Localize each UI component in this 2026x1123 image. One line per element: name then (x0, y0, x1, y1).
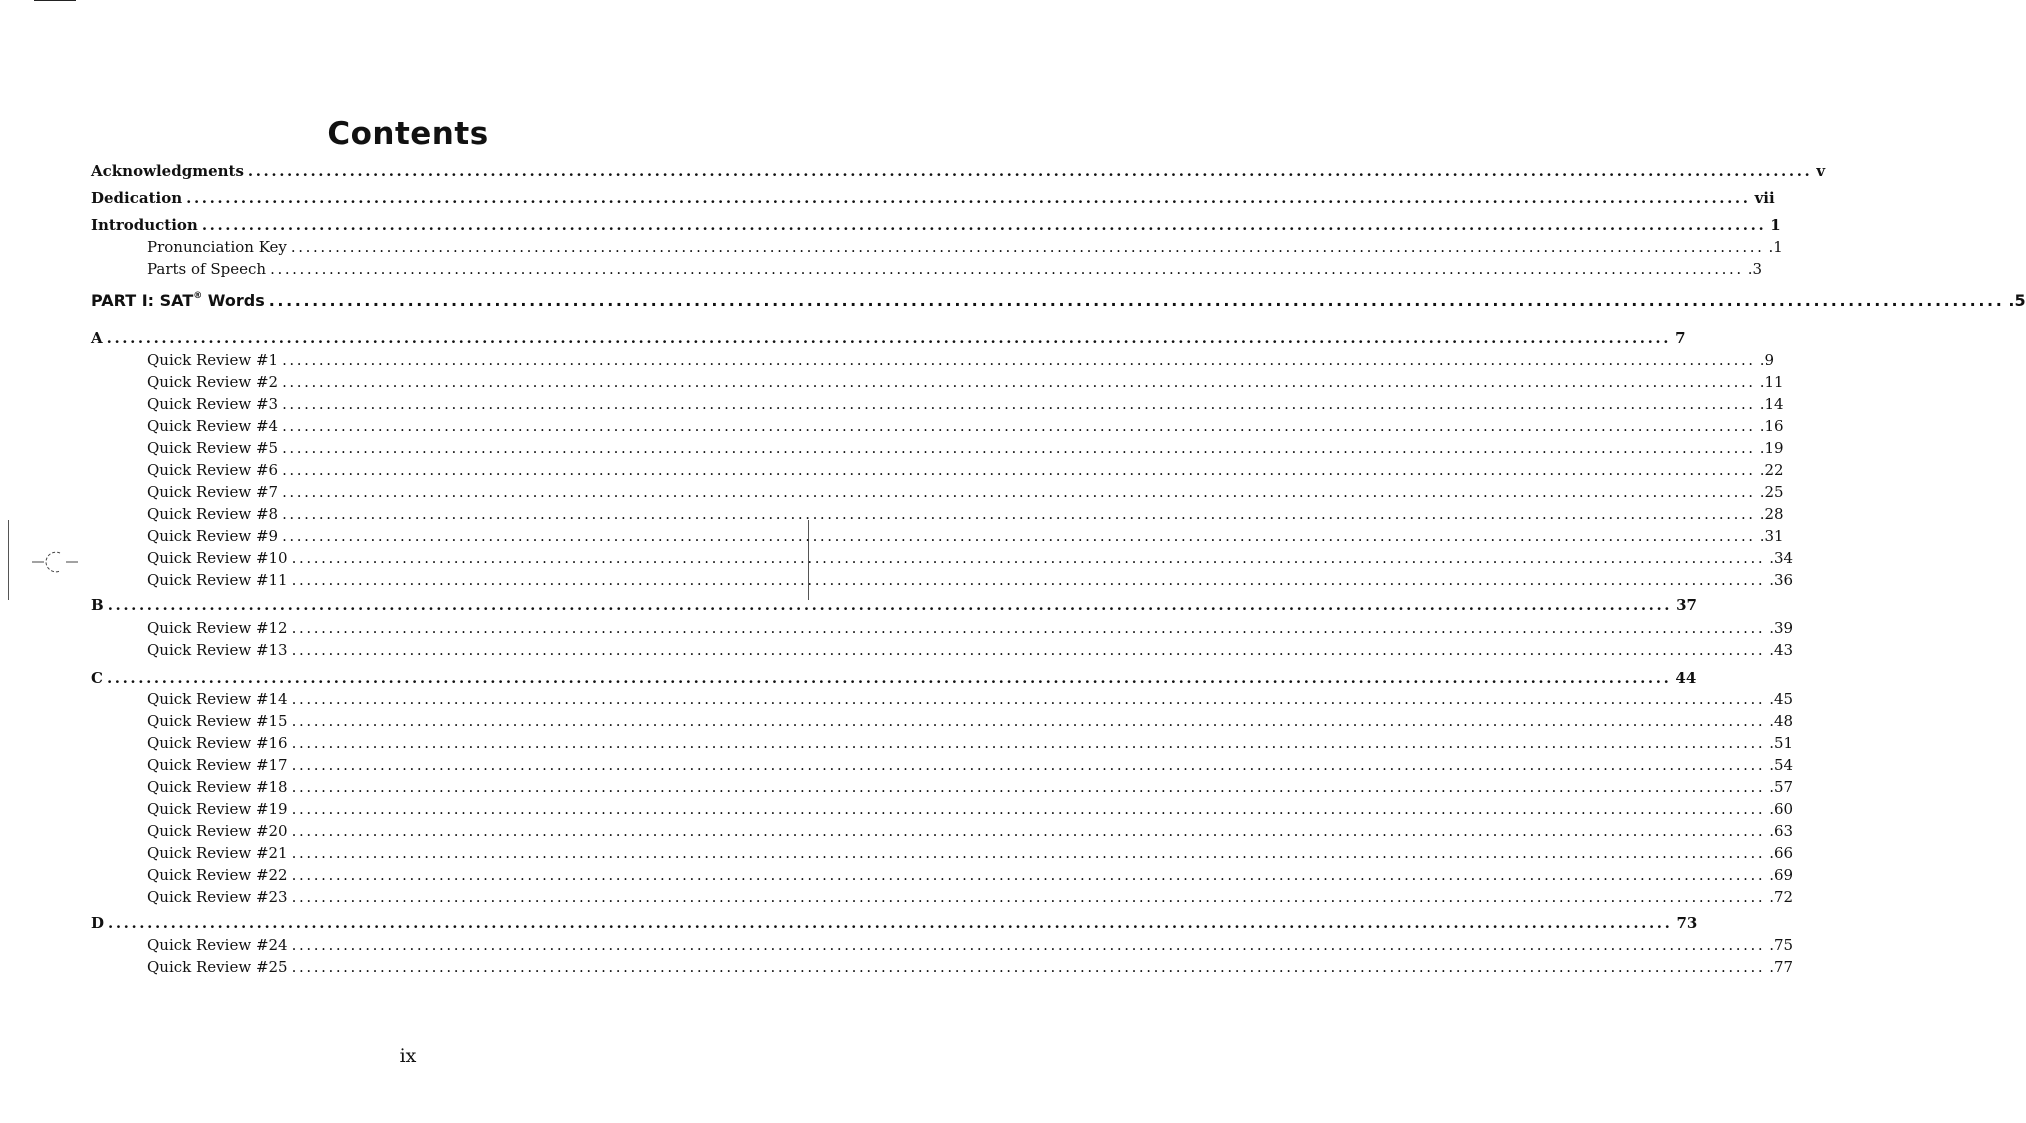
toc-page-number: .14 (1759, 395, 1784, 413)
toc-entry-label (147, 460, 278, 480)
toc-entry-label-text: Quick Review #9 (147, 527, 279, 545)
toc-entry-label-text: Quick Review #15 (147, 712, 288, 730)
dot-leader: ........................................................................................................................................................................................................ (270, 260, 1744, 278)
toc-subentry[interactable] (147, 350, 1774, 370)
toc-page-number: 73 (1676, 914, 1698, 932)
toc-entry-label (91, 328, 103, 348)
toc-page-number: .22 (1759, 461, 1784, 479)
toc-page-number: .36 (1769, 571, 1794, 589)
toc-entry-label-text: Quick Review #21 (147, 844, 288, 862)
toc-entry-label (147, 504, 278, 524)
toc-subentry[interactable] (147, 843, 1794, 863)
dot-leader: ........................................................................................................................................................................................................ (291, 844, 1766, 862)
registered-mark: ® (193, 291, 203, 301)
dot-leader: ........................................................................................................................................................................................................ (291, 936, 1766, 954)
dot-leader: ........................................................................................................................................................................................................ (247, 162, 1813, 180)
toc-entry-label-text: Pronunciation Key (147, 238, 287, 256)
toc-entry-label-text: Quick Review #12 (147, 619, 288, 637)
toc-entry-label-text: A (91, 329, 103, 347)
toc-entry-label (147, 777, 288, 797)
toc-subentry[interactable] (147, 799, 1794, 819)
toc-entry-label (147, 394, 278, 414)
toc-entry[interactable] (91, 215, 1781, 235)
dot-leader: ........................................................................................................................................................................................................ (291, 571, 1766, 589)
toc-subentry[interactable] (147, 372, 1784, 392)
toc-page-number: .69 (1769, 866, 1794, 884)
toc-entry-label-text: Introduction (91, 216, 198, 234)
dot-leader: ........................................................................................................................................................................................................ (291, 619, 1766, 637)
toc-entry-label (147, 482, 278, 502)
toc-subentry[interactable] (147, 526, 1784, 546)
toc-entry-label-text: Quick Review #16 (147, 734, 288, 752)
toc-entry-label-text: Quick Review #8 (147, 505, 279, 523)
toc-entry-label-text: PART I: SAT (91, 291, 194, 310)
toc-page-number: 44 (1675, 669, 1697, 687)
toc-entry-label-text: D (91, 914, 105, 932)
toc-entry-label (147, 799, 288, 819)
toc-entry-label-text: Quick Review #11 (147, 571, 288, 589)
toc-page-number: vii (1754, 189, 1775, 207)
toc-subentry[interactable] (147, 689, 1794, 709)
toc-entry-label-text: Quick Review #18 (147, 778, 288, 796)
toc-page-number: v (1816, 162, 1826, 180)
dot-leader: ........................................................................................................................................................................................................ (106, 669, 1672, 687)
toc-page-number: .43 (1769, 641, 1794, 659)
toc-page-number: .75 (1769, 936, 1794, 954)
toc-entry[interactable] (91, 161, 1826, 181)
toc-subentry[interactable] (147, 618, 1794, 638)
toc-subentry[interactable] (147, 821, 1794, 841)
toc-entry-label-text: C (91, 669, 103, 687)
dot-leader: ........................................................................................................................................................................................................ (291, 641, 1766, 659)
toc-entry-label (147, 548, 288, 568)
dot-leader: ........................................................................................................................................................................................................ (290, 238, 1765, 256)
toc-entry-label (147, 755, 288, 775)
dot-leader: ........................................................................................................................................................................................................ (282, 417, 1756, 435)
dot-leader: ........................................................................................................................................................................................................ (282, 439, 1756, 457)
toc-page-number: .48 (1769, 712, 1794, 730)
dot-leader: ........................................................................................................................................................................................................ (291, 958, 1766, 976)
dot-leader: ........................................................................................................................................................................................................ (106, 329, 1672, 347)
toc-entry-label (147, 733, 288, 753)
toc-page-number: .51 (1769, 734, 1794, 752)
toc-entry[interactable] (91, 328, 1686, 348)
toc-subentry[interactable] (147, 504, 1784, 524)
toc-page-number: .57 (1769, 778, 1794, 796)
toc-entry-label (147, 438, 278, 458)
toc-subentry[interactable] (147, 640, 1794, 660)
toc-subentry[interactable] (147, 394, 1784, 414)
toc-page-number: 37 (1676, 596, 1697, 614)
toc-page-number: .28 (1759, 505, 1784, 523)
toc-page-number: .60 (1769, 800, 1794, 818)
toc-subentry[interactable] (147, 548, 1794, 568)
toc-entry-label (91, 668, 103, 688)
toc-page-number: .54 (1769, 756, 1794, 774)
dot-leader: ........................................................................................................................................................................................................ (282, 527, 1756, 545)
toc-entry[interactable] (91, 668, 1697, 688)
toc-page-number: 1 (1770, 216, 1781, 234)
toc-page-number: .72 (1769, 888, 1794, 906)
dot-leader: ........................................................................................................................................................................................................ (268, 291, 2005, 310)
toc-entry-label-text: Quick Review #14 (147, 690, 288, 708)
toc-entry-label (147, 887, 288, 907)
dot-leader: ........................................................................................................................................................................................................ (291, 778, 1766, 796)
toc-subentry[interactable] (147, 237, 1783, 257)
toc-entry-label (147, 935, 288, 955)
toc-entry-label (147, 570, 288, 590)
toc-entry-label (91, 215, 198, 235)
dot-leader: ........................................................................................................................................................................................................ (282, 395, 1756, 413)
toc-entry-label-text: Quick Review #3 (147, 395, 279, 413)
toc-entry-label-text: Quick Review #22 (147, 866, 288, 884)
toc-page-number: .39 (1769, 619, 1794, 637)
crop-mark-left-v (8, 520, 9, 600)
toc-entry-label (147, 372, 278, 392)
toc-subentry[interactable] (147, 755, 1794, 775)
toc-entry-label-text: Quick Review #23 (147, 888, 288, 906)
dot-leader: ........................................................................................................................................................................................................ (107, 596, 1673, 614)
toc-entry[interactable] (91, 913, 1698, 933)
toc-subentry[interactable] (147, 777, 1794, 797)
toc-entry-label-text: Quick Review #20 (147, 822, 288, 840)
toc-entry-label-text: Quick Review #24 (147, 936, 288, 954)
toc-page-number: .34 (1769, 549, 1794, 567)
toc-entry-label-text: B (91, 596, 104, 614)
toc-entry-label-text: Quick Review #2 (147, 373, 279, 391)
toc-entry-label (147, 350, 278, 370)
toc-entry-label (91, 291, 265, 311)
registration-mark-icon (30, 548, 80, 576)
toc-subentry[interactable] (147, 438, 1784, 458)
toc-entry[interactable] (91, 188, 1775, 208)
toc-page-number: .9 (1759, 351, 1774, 369)
toc-subentry[interactable] (147, 570, 1794, 590)
toc-subentry[interactable] (147, 482, 1784, 502)
dot-leader: ........................................................................................................................................................................................................ (291, 712, 1766, 730)
toc-entry-label (147, 416, 278, 436)
toc-page-number: .77 (1769, 958, 1794, 976)
dot-leader: ........................................................................................................................................................................................................ (291, 866, 1766, 884)
toc-entry-label-suffix: Words (202, 291, 265, 310)
toc-page-number: .63 (1769, 822, 1794, 840)
toc-entry-label (147, 526, 278, 546)
toc-entry-label-text: Acknowledgments (91, 162, 244, 180)
toc-entry-label (147, 640, 288, 660)
toc-page-number: .19 (1759, 439, 1784, 457)
dot-leader: ........................................................................................................................................................................................................ (291, 549, 1766, 567)
toc-entry-label (91, 913, 104, 933)
toc-entry[interactable] (91, 291, 2026, 311)
toc-page-number: .3 (1747, 260, 1763, 278)
toc-page-number: .5 (2008, 291, 2026, 310)
toc-page-number: 7 (1675, 329, 1686, 347)
dot-leader: ........................................................................................................................................................................................................ (186, 189, 1751, 207)
toc-subentry[interactable] (147, 935, 1794, 955)
toc-subentry[interactable] (147, 460, 1784, 480)
toc-entry-label-text: Quick Review #10 (147, 549, 288, 567)
dot-leader: ........................................................................................................................................................................................................ (291, 756, 1766, 774)
toc-page-number: .31 (1759, 527, 1784, 545)
toc-entry-label (91, 161, 244, 181)
dot-leader: ........................................................................................................................................................................................................ (282, 505, 1756, 523)
toc-page-number: .1 (1768, 238, 1783, 256)
toc-page-number: .25 (1759, 483, 1784, 501)
crop-mark-top (34, 0, 76, 1)
toc-entry-label-text: Quick Review #25 (147, 958, 288, 976)
toc-entry-label-text: Quick Review #19 (147, 800, 288, 818)
toc-subentry[interactable] (147, 416, 1784, 436)
toc-entry-label-text: Quick Review #17 (147, 756, 288, 774)
toc-entry-label-text: Dedication (91, 189, 183, 207)
dot-leader: ........................................................................................................................................................................................................ (282, 373, 1756, 391)
toc-entry-label-text: Quick Review #4 (147, 417, 279, 435)
toc-page-number: .45 (1769, 690, 1794, 708)
toc-entry-label (91, 188, 182, 208)
toc-page-number: .16 (1759, 417, 1784, 435)
toc-page-number: .66 (1769, 844, 1794, 862)
toc-entry-label (147, 689, 288, 709)
dot-leader: ........................................................................................................................................................................................................ (282, 483, 1756, 501)
dot-leader: ........................................................................................................................................................................................................ (291, 888, 1766, 906)
toc-entry-label (147, 957, 288, 977)
toc-entry-label (91, 595, 104, 615)
toc-subentry[interactable] (147, 259, 1763, 279)
dot-leader: ........................................................................................................................................................................................................ (201, 216, 1767, 234)
toc-subentry[interactable] (147, 733, 1794, 753)
page-title: Contents (327, 115, 489, 152)
toc-entry-label-text: Parts of Speech (147, 260, 267, 278)
dot-leader: ........................................................................................................................................................................................................ (282, 351, 1756, 369)
dot-leader: ........................................................................................................................................................................................................ (108, 914, 1673, 932)
toc-entry-label-text: Quick Review #1 (147, 351, 279, 369)
toc-entry-label-text: Quick Review #5 (147, 439, 279, 457)
toc-entry-label (147, 237, 287, 257)
toc-subentry[interactable] (147, 887, 1794, 907)
dot-leader: ........................................................................................................................................................................................................ (291, 734, 1766, 752)
dot-leader: ........................................................................................................................................................................................................ (291, 800, 1766, 818)
page-number: ix (399, 1045, 417, 1067)
toc-subentry[interactable] (147, 711, 1794, 731)
toc-entry[interactable] (91, 595, 1697, 615)
toc-page-number: .11 (1759, 373, 1784, 391)
dot-leader: ........................................................................................................................................................................................................ (291, 822, 1766, 840)
dot-leader: ........................................................................................................................................................................................................ (282, 461, 1756, 479)
toc-entry-label (147, 821, 288, 841)
toc-entry-label (147, 711, 288, 731)
toc-subentry[interactable] (147, 957, 1794, 977)
toc-entry-label (147, 865, 288, 885)
toc-entry-label (147, 259, 266, 279)
toc-subentry[interactable] (147, 865, 1794, 885)
toc-entry-label-text: Quick Review #6 (147, 461, 279, 479)
toc-entry-label (147, 843, 288, 863)
dot-leader: ........................................................................................................................................................................................................ (291, 690, 1766, 708)
toc-entry-label-text: Quick Review #13 (147, 641, 288, 659)
toc-entry-label (147, 618, 288, 638)
toc-entry-label-text: Quick Review #7 (147, 483, 279, 501)
